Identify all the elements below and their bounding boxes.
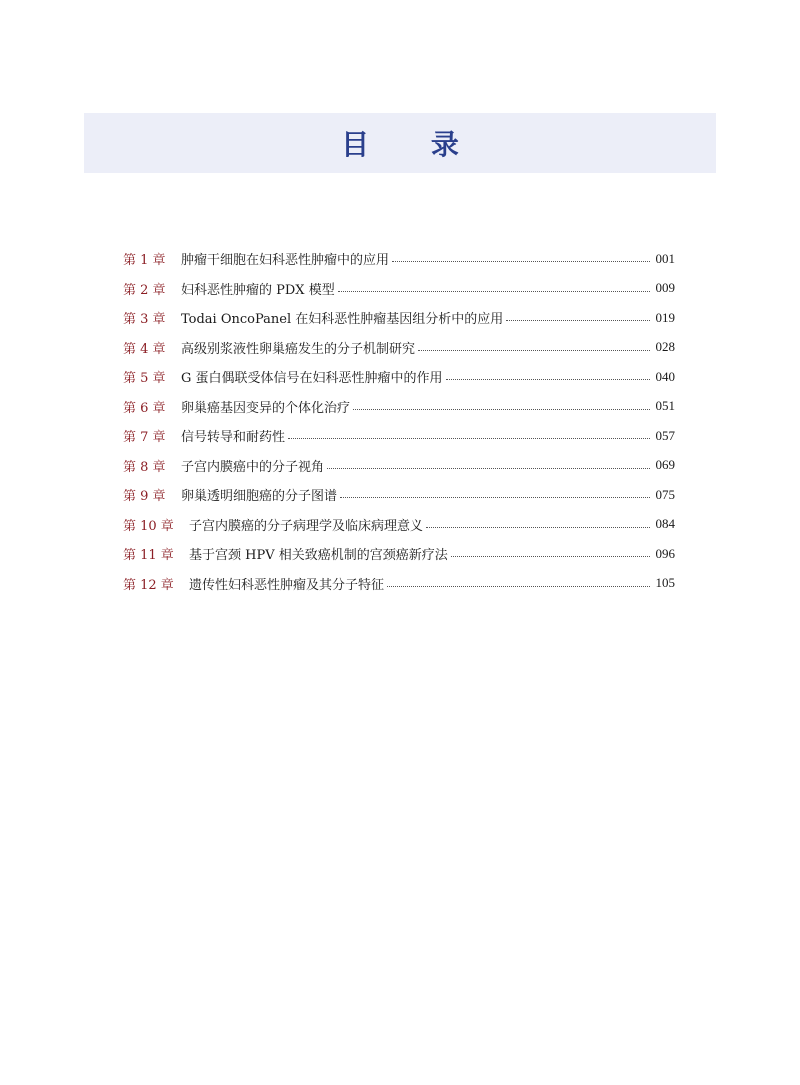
leader-dots (418, 350, 650, 351)
page-number: 028 (655, 339, 675, 355)
leader-dots (340, 497, 650, 498)
page-number: 084 (655, 516, 675, 532)
chapter-title: 遗传性妇科恶性肿瘤及其分子特征 (189, 577, 385, 593)
page-number: 009 (655, 280, 675, 296)
page-number: 057 (655, 427, 675, 443)
page-number: 096 (655, 545, 675, 561)
toc-entry[interactable] (123, 510, 675, 540)
leader-dots (446, 379, 650, 380)
chapter-title: 卵巢透明细胞癌的分子图谱 (181, 489, 338, 505)
chapter-title: 子宫内膜癌中的分子视角 (181, 459, 325, 475)
chapter-number: 第 7 章 (123, 430, 166, 446)
chapter-number: 第 5 章 (123, 371, 166, 387)
leader-dots (338, 291, 650, 292)
toc-entry[interactable] (123, 362, 675, 392)
page-number: 019 (655, 309, 675, 325)
chapter-title: 子宫内膜癌的分子病理学及临床病理意义 (189, 518, 424, 534)
toc-entry[interactable] (123, 421, 675, 451)
chapter-number: 第 12 章 (123, 577, 174, 593)
chapter-number: 第 4 章 (123, 341, 166, 357)
leader-dots (506, 320, 650, 321)
chapter-number: 第 11 章 (123, 548, 174, 564)
page-number: 069 (655, 457, 675, 473)
page-number: 051 (655, 398, 675, 414)
chapter-number: 第 2 章 (123, 282, 166, 298)
toc-entry[interactable] (123, 303, 675, 333)
toc-entry[interactable] (123, 480, 675, 510)
toc-entry[interactable] (123, 274, 675, 304)
chapter-title: 卵巢癌基因变异的个体化治疗 (181, 400, 351, 416)
table-of-contents (123, 244, 675, 598)
chapter-title: Todai OncoPanel 在妇科恶性肿瘤基因组分析中的应用 (181, 312, 504, 328)
leader-dots (387, 586, 650, 587)
chapter-title: G 蛋白偶联受体信号在妇科恶性肿瘤中的作用 (181, 371, 443, 387)
chapter-title: 基于宫颈 HPV 相关致癌机制的宫颈癌新疗法 (189, 548, 448, 564)
toc-entry[interactable] (123, 392, 675, 422)
leader-dots (426, 527, 650, 528)
chapter-number: 第 9 章 (123, 489, 166, 505)
toc-entry[interactable] (123, 569, 675, 599)
leader-dots (353, 409, 650, 410)
toc-entry[interactable] (123, 333, 675, 363)
chapter-number: 第 8 章 (123, 459, 166, 475)
page-number: 075 (655, 486, 675, 502)
chapter-title: 高级别浆液性卵巢癌发生的分子机制研究 (181, 341, 416, 357)
toc-entry[interactable] (123, 451, 675, 481)
chapter-title: 肿瘤干细胞在妇科恶性肿瘤中的应用 (181, 253, 390, 269)
leader-dots (327, 468, 650, 469)
leader-dots (288, 438, 650, 439)
chapter-number: 第 1 章 (123, 253, 166, 269)
chapter-title: 妇科恶性肿瘤的 PDX 模型 (181, 282, 335, 298)
page-number: 105 (655, 575, 675, 591)
toc-entry[interactable] (123, 244, 675, 274)
page-number: 040 (655, 368, 675, 384)
chapter-number: 第 10 章 (123, 518, 174, 534)
chapter-number: 第 6 章 (123, 400, 166, 416)
leader-dots (392, 261, 650, 262)
title-band (84, 113, 716, 173)
toc-entry[interactable] (123, 539, 675, 569)
page-title: 目 录 (341, 128, 485, 161)
chapter-title: 信号转导和耐药性 (181, 430, 286, 446)
chapter-number: 第 3 章 (123, 312, 166, 328)
page-number: 001 (655, 250, 675, 266)
leader-dots (451, 556, 650, 557)
